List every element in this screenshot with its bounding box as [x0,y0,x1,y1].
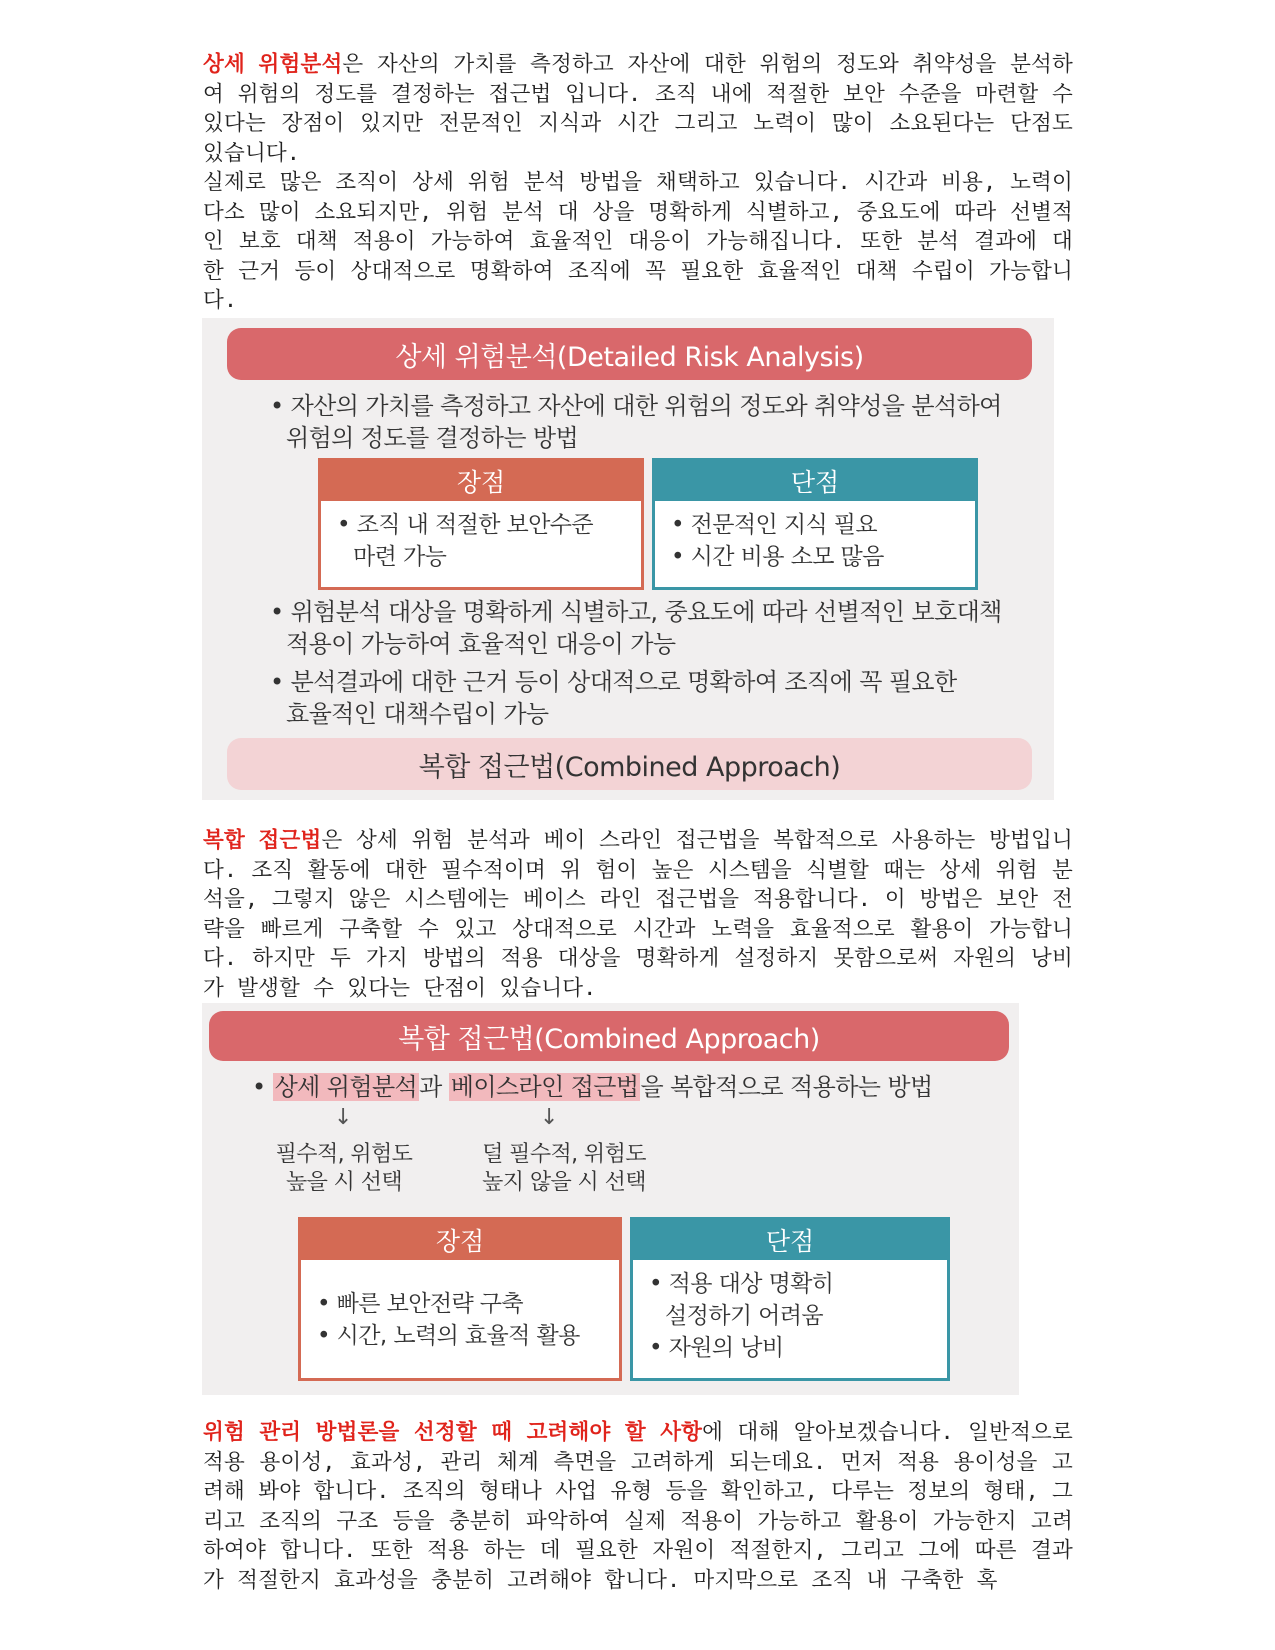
note-text [264,1141,424,1197]
pros-item: • 시간, 노력의 효율적 활용 [317,1323,580,1349]
note-line: 높지 않을 시 선택 [482,1170,646,1195]
figure-title: 복합 접근법(Combined Approach) [209,1011,1009,1061]
tag-baseline: 베이스라인 접근법 [450,1073,639,1101]
bullet-text-mid: 과 [419,1073,449,1101]
bullet-marker: • [252,1073,266,1101]
highlight-term: 복합 접근법 [203,828,322,853]
note-text [464,1141,664,1197]
paragraph-text: 에 대해 알아보겠습니다. 일반적으로 적용 용이성, 효과성, 관리 체계 측면을 고려하게 되는데요. 먼저 적용 용이성을 고려해 봐야 합니다. 조직의 형태나 사업 유형 등을 확인하고, 다루는 정보의 형태, 그리고 조직의 구조 등을 충분히 파악하여 실제 적용이 가능하고 활용이 가능한지 고려하여야 합니다. 또한 적용 하는 데 필요한 자원이 적절한지, 그리고 그에 따른 결과가 적절한지 효과성을 충분히 고려해야 합니다. 마지막으로 조직 내 구축한 혹 [203,1420,1073,1593]
figure-title: 상세 위험분석(Detailed Risk Analysis) [227,328,1032,380]
cons-header: 단점 [655,461,975,501]
note-line: 필수적, 위험도 [275,1142,413,1167]
highlight-term: 상세 위험분석 [203,52,343,77]
bullet-text: • 위험분석 대상을 명확하게 식별하고, 중요도에 따라 선별적인 보호대책 [270,598,1002,626]
cons-item: 설정하기 어려움 [665,1303,824,1329]
note-line: 높을 시 선택 [285,1170,403,1195]
pros-item: • 빠른 보안전략 구축 [317,1291,524,1317]
bullet-text: 적용이 가능하여 효율적인 대응이 가능 [286,630,676,658]
pros-header: 장점 [321,461,641,501]
bullet-text: 위험의 정도를 결정하는 방법 [286,424,579,452]
figure-footer: 복합 접근법(Combined Approach) [227,738,1032,790]
bullet-text: 효율적인 대책수립이 가능 [286,700,549,728]
arrow-down-icon: ↓ [334,1105,353,1130]
cons-box [630,1217,950,1381]
paragraph-text: 실제로 많은 조직이 상세 위험 분석 방법을 채택하고 있습니다. 시간과 비용, 노력이 다소 많이 소요되지만, 위험 분석 대 상을 명확하게 식별하고, 중요도에 따라 선별적인 보호 대책 적용이 가능하여 효율적인 대응이 가능해집니다. 또한 분석 결과에 대한 근거 등이 상대적으로 명확하여 조직에 꼭 필요한 효율적인 대책 수립이 가능합니다. [203,170,1073,313]
note-line: 덜 필수적, 위험도 [482,1142,646,1167]
bullet-text: • 분석결과에 대한 근거 등이 상대적으로 명확하여 조직에 꼭 필요한 [270,668,957,696]
bullet-text [252,1071,933,1103]
paragraph-text: 은 자산의 가치를 측정하고 자산에 대한 위험의 정도와 취약성을 분석하여 위험의 정도를 결정하는 접근법 입니다. 조직 내에 적절한 보안 수준을 마련할 수 있다는 장점이 있지만 전문적인 지식과 시간 그리고 노력이 많이 소요된다는 단점도 있습니다. [203,52,1073,166]
highlight-term: 위험 관리 방법론을 선정할 때 고려해야 할 사항 [203,1420,703,1445]
paragraph-methodology-selection [203,1418,1073,1595]
paragraph-combined-approach [203,826,1073,1003]
bullet-text: • 자산의 가치를 측정하고 자산에 대한 위험의 정도와 취약성을 분석하여 [270,392,1002,420]
cons-item: • 시간 비용 소모 많음 [671,544,884,570]
cons-item: • 전문적인 지식 필요 [671,512,878,538]
arrow-down-icon: ↓ [540,1105,559,1130]
paragraph-detailed-risk-analysis [203,50,1073,316]
pros-box [298,1217,622,1381]
tag-detailed-risk: 상세 위험분석 [274,1073,418,1101]
pros-header: 장점 [301,1220,619,1260]
pros-item: • 조직 내 적절한 보안수준 [337,512,593,538]
figure-detailed-risk-analysis [202,318,1054,800]
paragraph-text: 은 상세 위험 분석과 베이 스라인 접근법을 복합적으로 사용하는 방법입니다. 조직 활동에 대한 필수적이며 위 험이 높은 시스템을 식별할 때는 상세 위험 분석을, 그렇지 않은 시스템에는 베이스 라인 접근법을 적용합니다. 이 방법은 보안 전략을 빠르게 구축할 수 있고 상대적으로 시간과 노력을 효율적으로 활용이 가능합니다. 하지만 두 가지 방법의 적용 대상을 명확하게 설정하지 못함으로써 자원의 낭비가 발생할 수 있다는 단점이 있습니다. [203,828,1073,1001]
pros-box [318,458,644,590]
cons-item: • 자원의 낭비 [649,1335,784,1361]
figure-combined-approach [202,1003,1019,1395]
pros-item: 마련 가능 [353,544,447,570]
cons-box [652,458,978,590]
cons-item: • 적용 대상 명확히 [649,1271,834,1297]
cons-header: 단점 [633,1220,947,1260]
bullet-text-rest: 을 복합적으로 적용하는 방법 [640,1073,933,1101]
